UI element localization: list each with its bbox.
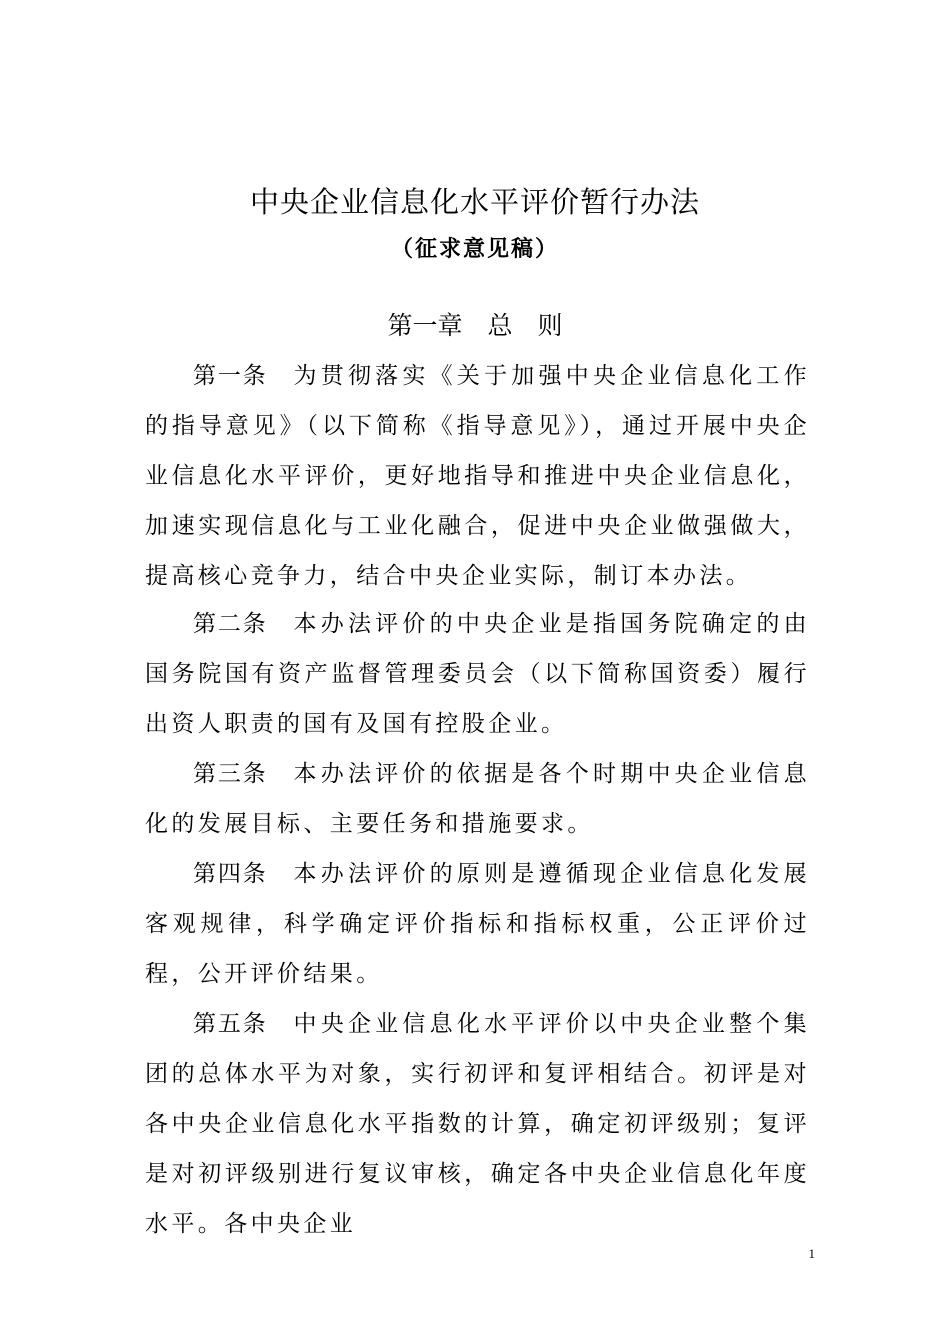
page-number: 1 — [808, 1246, 815, 1261]
article-label: 第二条 — [193, 611, 268, 637]
article-5 — [145, 999, 810, 1249]
article-4 — [145, 849, 810, 999]
article-label: 第四条 — [193, 861, 268, 887]
article-label: 第五条 — [193, 1011, 268, 1037]
article-text: 中央企业信息化水平评价以中央企业整个集团的总体水平为对象，实行初评和复评相结合。初评是对各中央企业信息化水平指数的计算，确定初评级别；复评是对初评级别进行复议审核，确定各中央企业信息化年度水平。各中央企业 — [145, 1011, 810, 1237]
article-1 — [145, 351, 810, 601]
article-3 — [145, 749, 810, 849]
document-subtitle: （征求意见稿） — [390, 237, 559, 262]
article-text: 为贯彻落实《关于加强中央企业信息化工作的指导意见》（以下简称《指导意见》），通过开展中央企业信息化水平评价，更好地指导和推进中央企业信息化，加速实现信息化与工业化融合，促进中央企业做强做大，提高核心竞争力，结合中央企业实际，制订本办法。 — [145, 363, 810, 589]
article-text: 本办法评价的中央企业是指国务院确定的由国务院国有资产监督管理委员会（以下简称国资委）履行出资人职责的国有及国有控股企业。 — [145, 611, 810, 737]
article-label: 第一条 — [193, 363, 268, 389]
article-2 — [145, 599, 810, 749]
chapter-heading: 第一章 总 则 — [387, 311, 563, 340]
article-label: 第三条 — [193, 761, 268, 787]
article-text: 本办法评价的依据是各个时期中央企业信息化的发展目标、主要任务和措施要求。 — [145, 761, 810, 837]
document-title: 中央企业信息化水平评价暂行办法 — [249, 185, 700, 219]
article-text: 本办法评价的原则是遵循现企业信息化发展客观规律，科学确定评价指标和指标权重，公正评价过程，公开评价结果。 — [145, 861, 810, 987]
